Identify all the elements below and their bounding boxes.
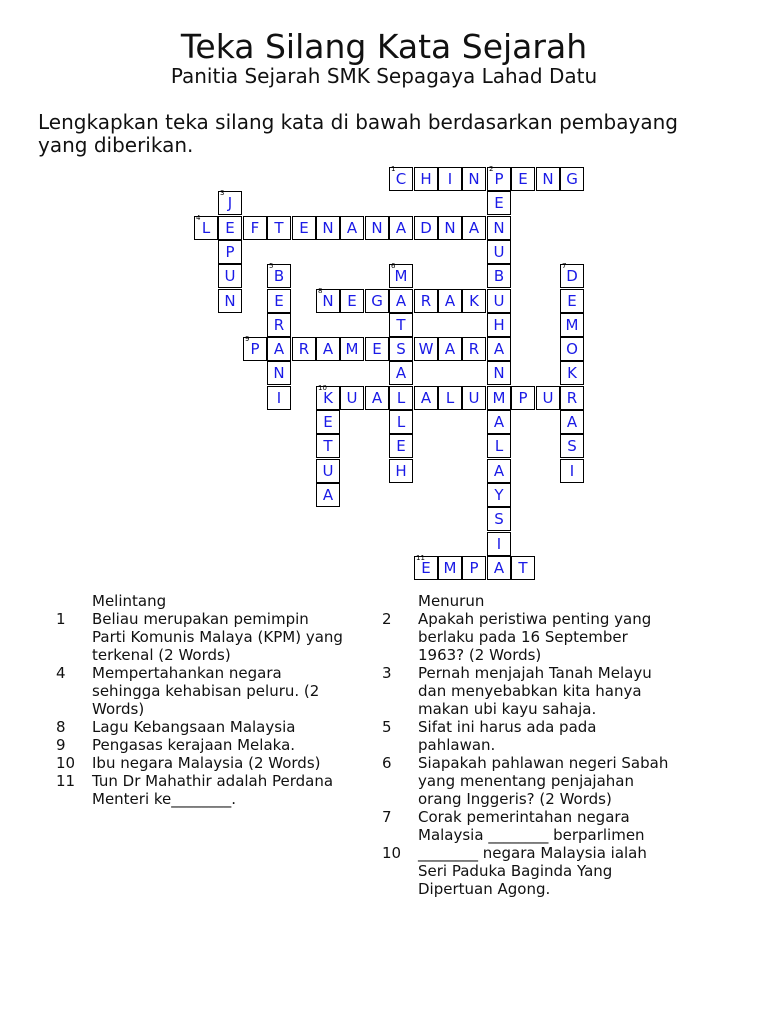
clue-number: 5 xyxy=(382,718,392,736)
crossword-cell[interactable] xyxy=(536,386,560,410)
crossword-cell[interactable] xyxy=(267,313,291,337)
cell-letter: E xyxy=(421,559,431,577)
cell-letter: N xyxy=(468,170,480,188)
cell-letter: M xyxy=(394,267,408,285)
cell-letter: I xyxy=(496,535,502,553)
clue-number: 10 xyxy=(382,844,402,862)
cell-letter: E xyxy=(225,219,235,237)
cell-letter: T xyxy=(396,316,406,334)
clue-item xyxy=(56,664,346,718)
cell-letter: A xyxy=(493,462,505,480)
cell-letter: N xyxy=(444,219,456,237)
cell-number: 3 xyxy=(220,189,225,197)
crossword-cell[interactable] xyxy=(389,410,413,434)
cell-letter: H xyxy=(420,170,432,188)
cell-number: 8 xyxy=(318,287,323,295)
crossword-cell[interactable] xyxy=(218,289,242,313)
cell-letter: I xyxy=(276,389,282,407)
crossword-cell[interactable] xyxy=(365,337,389,361)
cell-letter: P xyxy=(469,559,479,577)
cell-number: 4 xyxy=(196,214,201,222)
cell-letter: H xyxy=(395,462,407,480)
cell-letter: A xyxy=(420,389,432,407)
crossword-cell[interactable] xyxy=(487,313,511,337)
crossword-cell[interactable] xyxy=(243,216,267,240)
cell-letter: G xyxy=(371,292,383,310)
cell-letter: A xyxy=(493,413,505,431)
cell-letter: E xyxy=(299,219,309,237)
crossword-cell[interactable] xyxy=(462,556,486,580)
cell-letter: A xyxy=(371,389,383,407)
crossword-cell[interactable] xyxy=(511,556,535,580)
crossword-cell[interactable] xyxy=(487,240,511,264)
crossword-cell[interactable] xyxy=(487,386,511,410)
crossword-cell[interactable] xyxy=(487,191,511,215)
crossword-cell[interactable] xyxy=(414,167,438,191)
clue-item xyxy=(382,718,672,754)
cell-letter: G xyxy=(566,170,578,188)
crossword-cell[interactable] xyxy=(560,313,584,337)
cell-letter: E xyxy=(567,292,577,310)
cell-letter: E xyxy=(274,292,284,310)
crossword-cell[interactable] xyxy=(511,386,535,410)
cell-letter: U xyxy=(322,462,334,480)
crossword-cell[interactable] xyxy=(340,386,364,410)
across-clues xyxy=(56,592,346,808)
crossword-cell[interactable] xyxy=(487,410,511,434)
cell-letter: R xyxy=(298,340,310,358)
cell-letter: L xyxy=(396,389,406,407)
down-heading: Menurun xyxy=(418,592,485,610)
crossword-cell[interactable] xyxy=(365,386,389,410)
crossword-cell[interactable] xyxy=(414,386,438,410)
cell-letter: N xyxy=(371,219,383,237)
cell-number: 11 xyxy=(416,554,425,562)
cell-letter: A xyxy=(566,413,578,431)
cell-letter: B xyxy=(273,267,285,285)
crossword-cell[interactable] xyxy=(487,556,511,580)
crossword-cell[interactable] xyxy=(487,507,511,531)
crossword-cell[interactable] xyxy=(389,264,413,288)
crossword-cell[interactable] xyxy=(438,167,462,191)
clue-number: 7 xyxy=(382,808,392,826)
cell-letter: J xyxy=(227,194,233,212)
cell-letter: O xyxy=(566,340,578,358)
crossword-cell[interactable] xyxy=(292,216,316,240)
cell-letter: T xyxy=(518,559,528,577)
clue-item xyxy=(382,808,672,844)
clue-text: Pernah menjajah Tanah Melayu dan menyebabkan kita hanya makan ubi kayu sahaja. xyxy=(418,664,652,718)
cell-letter: A xyxy=(395,292,407,310)
clue-text: Tun Dr Mahathir adalah Perdana Menteri ke________. xyxy=(92,772,334,808)
crossword-cell[interactable] xyxy=(511,167,535,191)
cell-letter: P xyxy=(250,340,260,358)
crossword-cell[interactable] xyxy=(462,289,486,313)
cell-letter: E xyxy=(396,437,406,455)
crossword-cell[interactable] xyxy=(438,337,462,361)
cell-letter: T xyxy=(323,437,333,455)
crossword-cell[interactable] xyxy=(462,167,486,191)
crossword-cell[interactable] xyxy=(560,410,584,434)
crossword-cell[interactable] xyxy=(267,289,291,313)
cell-letter: W xyxy=(418,340,434,358)
cell-number: 6 xyxy=(391,262,396,270)
clue-number: 9 xyxy=(56,736,66,754)
clue-number: 6 xyxy=(382,754,392,772)
crossword-cell[interactable] xyxy=(389,167,413,191)
clue-item xyxy=(56,754,346,772)
crossword-cell[interactable] xyxy=(316,434,340,458)
crossword-cell[interactable] xyxy=(316,216,340,240)
cell-letter: A xyxy=(493,559,505,577)
crossword-cell[interactable] xyxy=(560,386,584,410)
cell-letter: E xyxy=(372,340,382,358)
cell-letter: U xyxy=(542,389,554,407)
crossword-cell[interactable] xyxy=(487,532,511,556)
cell-letter: N xyxy=(493,364,505,382)
crossword-cell[interactable] xyxy=(316,410,340,434)
crossword-cell[interactable] xyxy=(365,289,389,313)
crossword-cell[interactable] xyxy=(316,483,340,507)
cell-letter: K xyxy=(567,364,577,382)
crossword-cell[interactable] xyxy=(487,167,511,191)
crossword-cell[interactable] xyxy=(340,289,364,313)
cell-letter: A xyxy=(468,219,480,237)
cell-number: 1 xyxy=(391,165,396,173)
crossword-cell[interactable] xyxy=(414,216,438,240)
cell-letter: N xyxy=(273,364,285,382)
crossword-cell[interactable] xyxy=(316,459,340,483)
cell-number: 9 xyxy=(245,335,250,343)
clue-text: Apakah peristiwa penting yang berlaku pada 16 September 1963? (2 Words) xyxy=(418,610,652,664)
cell-letter: M xyxy=(492,389,506,407)
clue-item xyxy=(382,610,672,664)
cell-number: 10 xyxy=(318,384,327,392)
crossword-cell[interactable] xyxy=(389,313,413,337)
clue-text: Sifat ini harus ada pada pahlawan. xyxy=(418,718,597,754)
cell-letter: L xyxy=(396,413,406,431)
cell-letter: D xyxy=(420,219,432,237)
cell-letter: S xyxy=(494,510,504,528)
page-title: Teka Silang Kata Sejarah xyxy=(180,27,588,66)
cell-letter: T xyxy=(274,219,284,237)
crossword-cell[interactable] xyxy=(438,386,462,410)
crossword-cell[interactable] xyxy=(267,264,291,288)
cell-letter: R xyxy=(273,316,285,334)
cell-letter: P xyxy=(225,243,235,261)
cell-letter: U xyxy=(468,389,480,407)
cell-letter: K xyxy=(469,292,479,310)
crossword-cell[interactable] xyxy=(292,337,316,361)
crossword-cell[interactable] xyxy=(340,337,364,361)
crossword-cell[interactable] xyxy=(560,289,584,313)
cell-letter: A xyxy=(322,340,334,358)
crossword-cell[interactable] xyxy=(487,459,511,483)
cell-letter: N xyxy=(542,170,554,188)
clue-item xyxy=(382,754,672,808)
clue-number: 1 xyxy=(56,610,66,628)
clue-text: Ibu negara Malaysia (2 Words) xyxy=(92,754,321,772)
cell-letter: D xyxy=(566,267,578,285)
clue-item xyxy=(56,718,346,736)
clue-number: 10 xyxy=(56,754,76,772)
cell-letter: A xyxy=(346,219,358,237)
cell-letter: A xyxy=(444,340,456,358)
crossword-cell[interactable] xyxy=(267,337,291,361)
clue-text: Siapakah pahlawan negeri Sabah yang menentang penjajahan orang Inggeris? (2 Words) xyxy=(418,754,669,808)
crossword-cell[interactable] xyxy=(267,386,291,410)
crossword-cell[interactable] xyxy=(267,216,291,240)
cell-letter: N xyxy=(493,219,505,237)
cell-letter: U xyxy=(346,389,358,407)
cell-letter: K xyxy=(323,389,333,407)
crossword-cell[interactable] xyxy=(462,386,486,410)
cell-letter: A xyxy=(444,292,456,310)
cell-letter: A xyxy=(395,364,407,382)
clue-item xyxy=(56,736,346,754)
cell-letter: S xyxy=(567,437,577,455)
crossword-cell[interactable] xyxy=(316,386,340,410)
crossword-cell[interactable] xyxy=(438,216,462,240)
crossword-cell[interactable] xyxy=(194,216,218,240)
crossword-cell[interactable] xyxy=(414,556,438,580)
down-clues xyxy=(382,592,672,898)
cell-letter: R xyxy=(420,292,432,310)
clue-item xyxy=(56,772,346,808)
cell-letter: P xyxy=(518,389,528,407)
cell-number: 5 xyxy=(269,262,274,270)
clue-item xyxy=(382,664,672,718)
cell-letter: I xyxy=(447,170,453,188)
crossword-cell[interactable] xyxy=(560,337,584,361)
crossword-cell[interactable] xyxy=(487,337,511,361)
crossword-cell[interactable] xyxy=(487,361,511,385)
crossword-cell[interactable] xyxy=(462,337,486,361)
cell-letter: C xyxy=(395,170,407,188)
cell-letter: B xyxy=(493,267,505,285)
cell-letter: M xyxy=(345,340,359,358)
cell-letter: U xyxy=(493,292,505,310)
crossword-cell[interactable] xyxy=(560,459,584,483)
crossword-cell[interactable] xyxy=(414,337,438,361)
clue-text: Mempertahankan negara sehingga kehabisan peluru. (2 Words) xyxy=(92,664,320,718)
crossword-cell[interactable] xyxy=(389,361,413,385)
cell-letter: N xyxy=(224,292,236,310)
crossword-cell[interactable] xyxy=(218,216,242,240)
crossword-cell[interactable] xyxy=(389,216,413,240)
cell-letter: M xyxy=(565,316,579,334)
crossword-cell[interactable] xyxy=(316,337,340,361)
crossword-cell[interactable] xyxy=(389,337,413,361)
cell-letter: R xyxy=(566,389,578,407)
crossword-cell[interactable] xyxy=(218,191,242,215)
crossword-cell[interactable] xyxy=(389,459,413,483)
clue-number: 3 xyxy=(382,664,392,682)
crossword-cell[interactable] xyxy=(414,289,438,313)
clue-text: Pengasas kerajaan Melaka. xyxy=(92,736,296,754)
cell-letter: L xyxy=(201,219,211,237)
cell-letter: M xyxy=(443,559,457,577)
cell-letter: E xyxy=(323,413,333,431)
crossword-cell[interactable] xyxy=(560,167,584,191)
crossword-cell[interactable] xyxy=(487,264,511,288)
cell-number: 2 xyxy=(489,165,494,173)
crossword-cell[interactable] xyxy=(389,289,413,313)
cell-letter: L xyxy=(445,389,455,407)
cell-letter: U xyxy=(224,267,236,285)
cell-letter: E xyxy=(518,170,528,188)
clue-number: 2 xyxy=(382,610,392,628)
crossword-cell[interactable] xyxy=(487,483,511,507)
clue-text: Lagu Kebangsaan Malaysia xyxy=(92,718,296,736)
clue-number: 8 xyxy=(56,718,66,736)
crossword-cell[interactable] xyxy=(218,264,242,288)
clue-text: Beliau merupakan pemimpin Parti Komunis Malaya (KPM) yang terkenal (2 Words) xyxy=(92,610,343,664)
cell-letter: A xyxy=(273,340,285,358)
clue-number: 11 xyxy=(56,772,76,790)
page-subtitle: Panitia Sejarah SMK Sepagaya Lahad Datu xyxy=(170,64,598,88)
crossword-cell[interactable] xyxy=(243,337,267,361)
crossword-cell[interactable] xyxy=(560,361,584,385)
crossword-cell[interactable] xyxy=(389,434,413,458)
across-clue-list xyxy=(56,610,346,808)
cell-letter: N xyxy=(322,292,334,310)
crossword-cell[interactable] xyxy=(316,289,340,313)
down-clue-list xyxy=(382,610,672,898)
crossword-cell[interactable] xyxy=(560,264,584,288)
clue-item xyxy=(382,844,672,898)
cell-number: 7 xyxy=(562,262,567,270)
crossword-cell[interactable] xyxy=(462,216,486,240)
crossword-cell[interactable] xyxy=(218,240,242,264)
crossword-cell[interactable] xyxy=(365,216,389,240)
cell-letter: A xyxy=(493,340,505,358)
clue-number: 4 xyxy=(56,664,66,682)
crossword-cell[interactable] xyxy=(340,216,364,240)
cell-letter: I xyxy=(569,462,575,480)
cell-letter: Y xyxy=(494,486,504,504)
cell-letter: H xyxy=(493,316,505,334)
instruction-text: Lengkapkan teka silang kata di bawah berdasarkan pembayang yang diberikan. xyxy=(38,110,678,157)
crossword-cell[interactable] xyxy=(487,216,511,240)
cell-letter: P xyxy=(494,170,504,188)
clue-text: Corak pemerintahan negara Malaysia ________ berparlimen xyxy=(418,808,645,844)
crossword-cell[interactable] xyxy=(438,556,462,580)
crossword-cell[interactable] xyxy=(487,289,511,313)
cell-letter: E xyxy=(347,292,357,310)
cell-letter: U xyxy=(493,243,505,261)
crossword-cell[interactable] xyxy=(389,386,413,410)
cell-letter: N xyxy=(322,219,334,237)
cell-letter: E xyxy=(494,194,504,212)
cell-letter: A xyxy=(395,219,407,237)
clue-item xyxy=(56,610,346,664)
crossword-cell[interactable] xyxy=(487,434,511,458)
cell-letter: F xyxy=(250,219,260,237)
cell-letter: S xyxy=(396,340,406,358)
cell-letter: A xyxy=(322,486,334,504)
cell-letter: L xyxy=(494,437,504,455)
crossword-cell[interactable] xyxy=(267,361,291,385)
crossword-cell[interactable] xyxy=(536,167,560,191)
crossword-cell[interactable] xyxy=(438,289,462,313)
clue-text: ________ negara Malaysia ialah Seri Paduka Baginda Yang Dipertuan Agong. xyxy=(418,844,647,898)
across-heading: Melintang xyxy=(92,592,167,610)
crossword-cell[interactable] xyxy=(560,434,584,458)
cell-letter: R xyxy=(468,340,480,358)
